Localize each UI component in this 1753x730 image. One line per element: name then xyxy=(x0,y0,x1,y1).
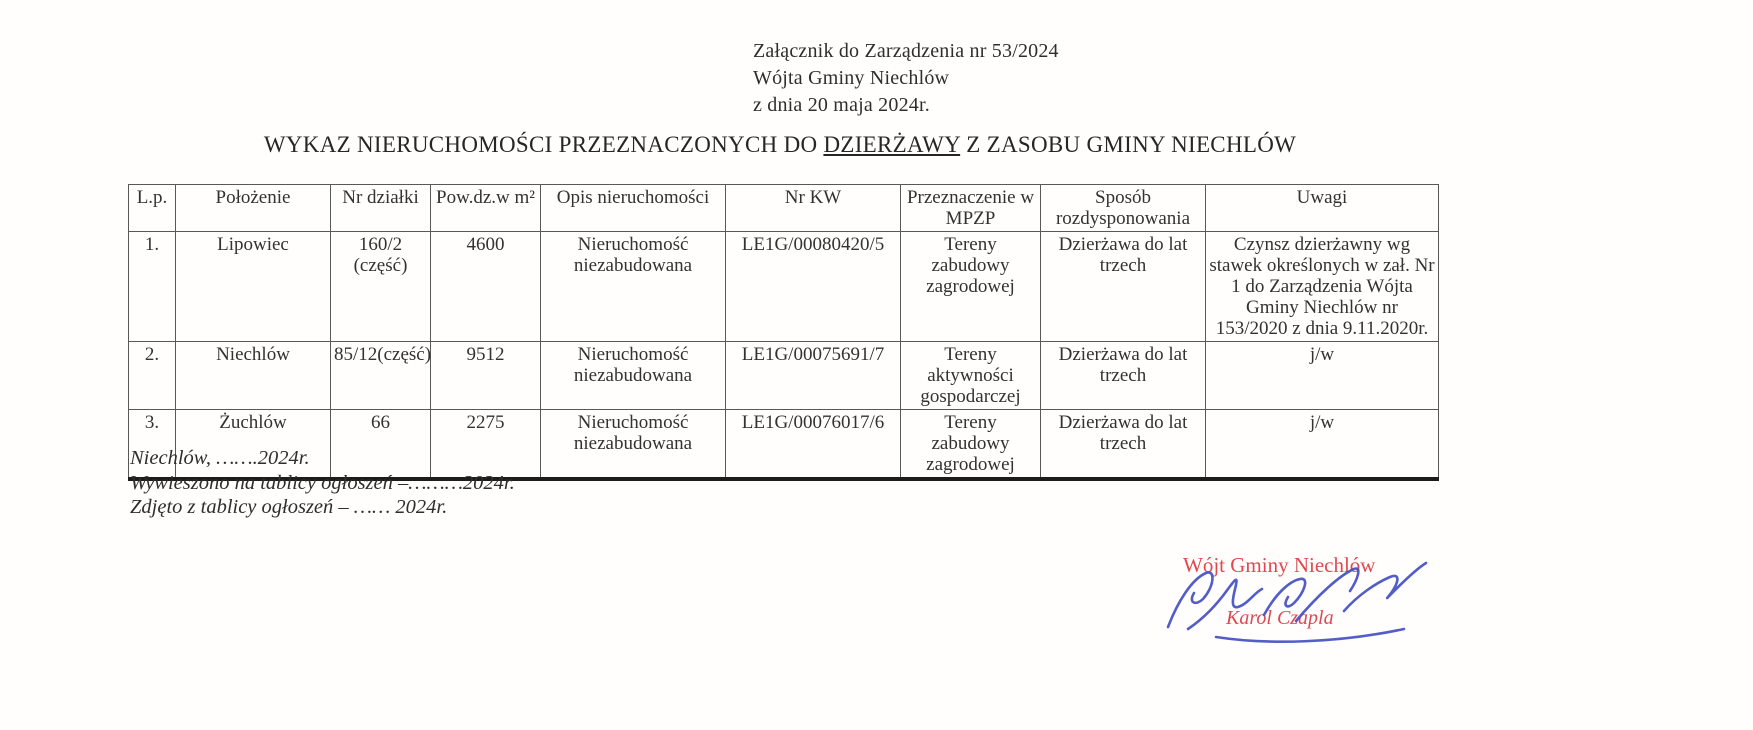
table-row-2 xyxy=(129,342,1439,410)
page-title-prefix: WYKAZ NIERUCHOMOŚCI PRZEZNACZONYCH DO xyxy=(263,132,824,157)
footer-posted-line: Wywieszono na tablicy ogłoszeń –………2024r. xyxy=(130,471,515,494)
cell-sposob: Dzierżawa do lat trzech xyxy=(1041,342,1206,410)
cell-opis: Nieruchomość niezabudowana xyxy=(541,232,726,342)
signature-title: Wójt Gminy Niechlów xyxy=(1183,553,1376,577)
col-header-lp: L.p. xyxy=(129,185,176,232)
attachment-header xyxy=(753,38,1059,119)
cell-mpzp: Tereny zabudowy zagrodowej xyxy=(901,410,1041,480)
cell-uwagi: j/w xyxy=(1206,410,1439,480)
col-header-nr-dzialki: Nr działki xyxy=(331,185,431,232)
cell-mpzp: Tereny aktywności gospodarczej xyxy=(901,342,1041,410)
cell-pow: 2275 xyxy=(431,410,541,480)
col-header-sposob: Sposób rozdysponowania xyxy=(1041,185,1206,232)
cell-polozenie: Niechlów xyxy=(176,342,331,410)
col-header-uwagi: Uwagi xyxy=(1206,185,1439,232)
cell-polozenie: Lipowiec xyxy=(176,232,331,342)
cell-uwagi: j/w xyxy=(1206,342,1439,410)
col-header-pow: Pow.dz.w m² xyxy=(431,185,541,232)
attachment-header-line1: Załącznik do Zarządzenia nr 53/2024 xyxy=(753,40,1059,62)
cell-nr-dzialki: 85/12(część) xyxy=(331,342,431,410)
table-row-1 xyxy=(129,232,1439,342)
footer-removed-line: Zdjęto z tablicy ogłoszeń – …… 2024r. xyxy=(130,496,448,518)
cell-pow: 4600 xyxy=(431,232,541,342)
cell-nr-dzialki: 66 xyxy=(331,410,431,480)
page-title-underlined-word: DZIERŻAWY xyxy=(823,132,961,157)
cell-nr-dzialki: 160/2 (część) xyxy=(331,232,431,342)
cell-mpzp: Tereny zabudowy zagrodowej xyxy=(901,232,1041,342)
cell-lp: 3. xyxy=(129,410,176,480)
cell-pow: 9512 xyxy=(431,342,541,410)
page-title-suffix: Z ZASOBU GMINY NIECHLÓW xyxy=(960,132,1297,157)
attachment-header-line3: z dnia 20 maja 2024r. xyxy=(753,94,930,116)
cell-nr-kw: LE1G/00080420/5 xyxy=(726,232,901,342)
signature-name: Karol Czapla xyxy=(1226,607,1334,629)
cell-opis: Nieruchomość niezabudowana xyxy=(541,342,726,410)
cell-lp: 2. xyxy=(129,342,176,410)
col-header-nr-kw: Nr KW xyxy=(726,185,901,232)
attachment-header-line2: Wójta Gminy Niechlów xyxy=(753,67,950,89)
footer-date-line: Niechlów, …….2024r. xyxy=(130,447,310,469)
footer-notes xyxy=(130,446,515,520)
cell-nr-kw: LE1G/00076017/6 xyxy=(726,410,901,480)
cell-uwagi: Czynsz dzierżawny wg stawek określonych w zał. Nr 1 do Zarządzenia Wójta Gminy Niechlów nr 153/2020 z dnia 9.11.2020r. xyxy=(1206,232,1439,342)
cell-nr-kw: LE1G/00075691/7 xyxy=(726,342,901,410)
signature-block xyxy=(1158,545,1458,675)
col-header-polozenie: Położenie xyxy=(176,185,331,232)
col-header-mpzp: Przeznaczenie w MPZP xyxy=(901,185,1041,232)
table-header-row xyxy=(129,185,1439,232)
properties-table xyxy=(128,184,1439,481)
col-header-opis: Opis nieruchomości xyxy=(541,185,726,232)
cell-lp: 1. xyxy=(129,232,176,342)
cell-opis: Nieruchomość niezabudowana xyxy=(541,410,726,480)
cell-sposob: Dzierżawa do lat trzech xyxy=(1041,232,1206,342)
cell-polozenie: Żuchlów xyxy=(176,410,331,480)
cell-sposob: Dzierżawa do lat trzech xyxy=(1041,410,1206,480)
page-title xyxy=(0,132,1560,158)
